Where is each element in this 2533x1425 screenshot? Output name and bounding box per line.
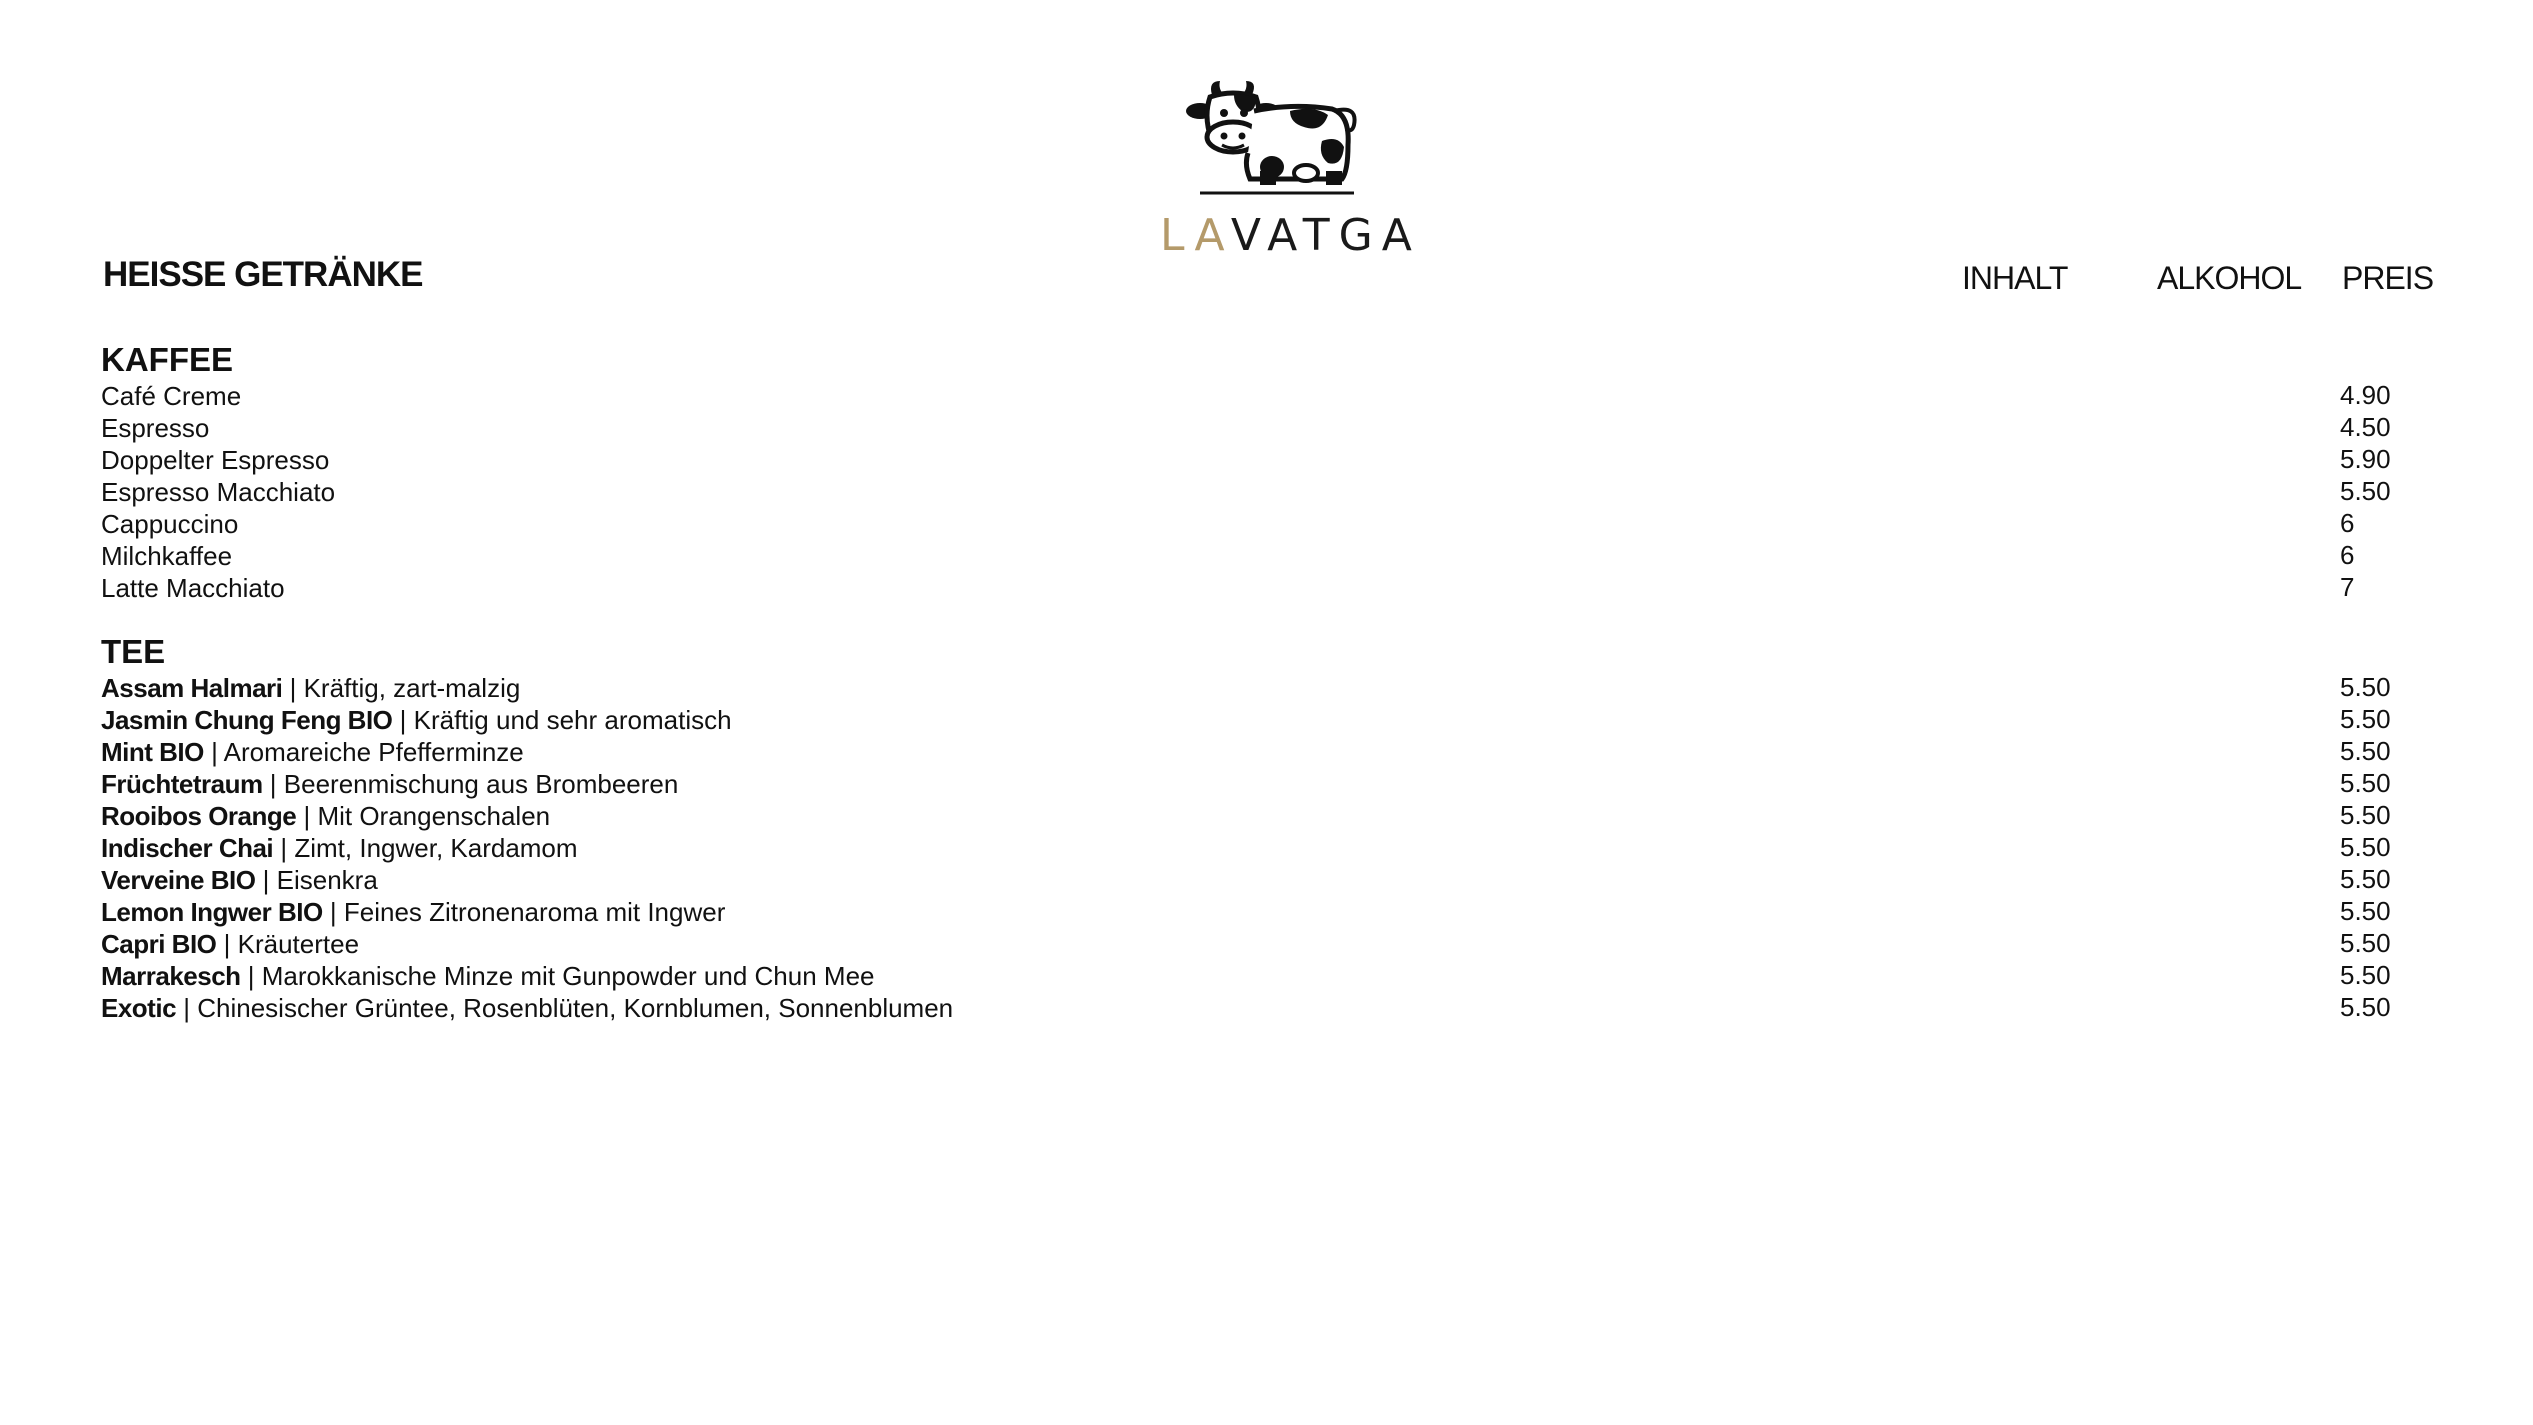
cow-icon — [1182, 75, 1358, 197]
item-price: 5.50 — [2340, 928, 2391, 958]
menu-item — [101, 960, 2451, 992]
item-name: Doppelter Espresso — [101, 445, 330, 475]
item-price: 6 — [2340, 540, 2355, 570]
menu-title: HEISSE GETRÄNKE — [103, 255, 423, 294]
item-description: | Mit Orangenschalen — [296, 801, 551, 831]
item-name: Café Creme — [101, 381, 242, 411]
item-name: Latte Macchiato — [101, 573, 285, 603]
item-price: 7 — [2340, 572, 2355, 602]
item-description: | Marokkanische Minze mit Gunpowder und Chun Mee — [240, 961, 875, 991]
item-name: Assam Halmari — [101, 673, 283, 703]
brand-logo — [1160, 75, 1421, 265]
item-price: 5.50 — [2340, 992, 2391, 1022]
menu-item — [101, 540, 2451, 572]
menu-item — [101, 508, 2451, 540]
item-name: Mint BIO — [101, 737, 204, 767]
item-name: Capri BIO — [101, 929, 217, 959]
section-tee — [101, 632, 2451, 1024]
item-price: 5.50 — [2340, 704, 2391, 734]
item-name: Rooibos Orange — [101, 801, 297, 831]
item-description: | Kräutertee — [216, 929, 360, 959]
item-name: Verveine BIO — [101, 865, 256, 895]
menu-item — [101, 992, 2451, 1024]
item-name: Indischer Chai — [101, 833, 274, 863]
item-description: | Aromareiche Pfefferminze — [203, 737, 524, 767]
item-price: 5.50 — [2340, 896, 2391, 926]
item-price: 5.90 — [2340, 444, 2391, 474]
menu-item — [101, 800, 2451, 832]
item-description: | Zimt, Ingwer, Kardamom — [273, 833, 578, 863]
menu-item — [101, 704, 2451, 736]
section-title: TEE — [101, 633, 166, 670]
item-price: 5.50 — [2340, 672, 2391, 702]
menu-item — [101, 832, 2451, 864]
item-name: Marrakesch — [101, 961, 241, 991]
item-name: Früchtetraum — [101, 769, 263, 799]
item-description: | Kräftig, zart-malzig — [282, 673, 521, 703]
column-header-inhalt: INHALT — [1962, 260, 2068, 296]
item-price: 5.50 — [2340, 476, 2391, 506]
item-price: 4.90 — [2340, 380, 2391, 410]
item-description: | Feines Zitronenaroma mit Ingwer — [322, 897, 726, 927]
menu-item — [101, 864, 2451, 896]
brand-name-rest: VATGA — [1230, 210, 1421, 261]
menu-item — [101, 476, 2451, 508]
menu-item — [101, 768, 2451, 800]
item-name: Milchkaffee — [101, 541, 233, 571]
item-name: Jasmin Chung Feng BIO — [101, 705, 393, 735]
item-name: Espresso Macchiato — [101, 477, 336, 507]
menu-item — [101, 736, 2451, 768]
column-header-preis: PREIS — [2342, 260, 2434, 296]
brand-name — [1160, 210, 1421, 261]
item-price: 5.50 — [2340, 768, 2391, 798]
section-kaffee — [101, 340, 2451, 604]
item-name: Espresso — [101, 413, 210, 443]
item-description: | Chinesischer Grüntee, Rosenblüten, Kornblumen, Sonnenblumen — [176, 993, 954, 1023]
item-price: 5.50 — [2340, 960, 2391, 990]
item-price: 5.50 — [2340, 864, 2391, 894]
item-description: | Eisenkra — [255, 865, 378, 895]
brand-name-accent: LA — [1160, 210, 1231, 261]
menu-item — [101, 672, 2451, 704]
menu-item — [101, 572, 2451, 604]
section-title: KAFFEE — [101, 341, 233, 378]
item-price: 5.50 — [2340, 832, 2391, 862]
item-price: 5.50 — [2340, 800, 2391, 830]
menu-item — [101, 412, 2451, 444]
column-header-alkohol: ALKOHOL — [2157, 260, 2302, 296]
item-price: 4.50 — [2340, 412, 2391, 442]
item-price: 5.50 — [2340, 736, 2391, 766]
menu-item — [101, 896, 2451, 928]
item-description: | Kräftig und sehr aromatisch — [392, 705, 732, 735]
item-price: 6 — [2340, 508, 2355, 538]
item-description: | Beerenmischung aus Brombeeren — [262, 769, 679, 799]
item-name: Cappuccino — [101, 509, 239, 539]
item-name: Lemon Ingwer BIO — [101, 897, 323, 927]
item-name: Exotic — [101, 993, 177, 1023]
menu-item — [101, 380, 2451, 412]
menu-item — [101, 928, 2451, 960]
menu-item — [101, 444, 2451, 476]
